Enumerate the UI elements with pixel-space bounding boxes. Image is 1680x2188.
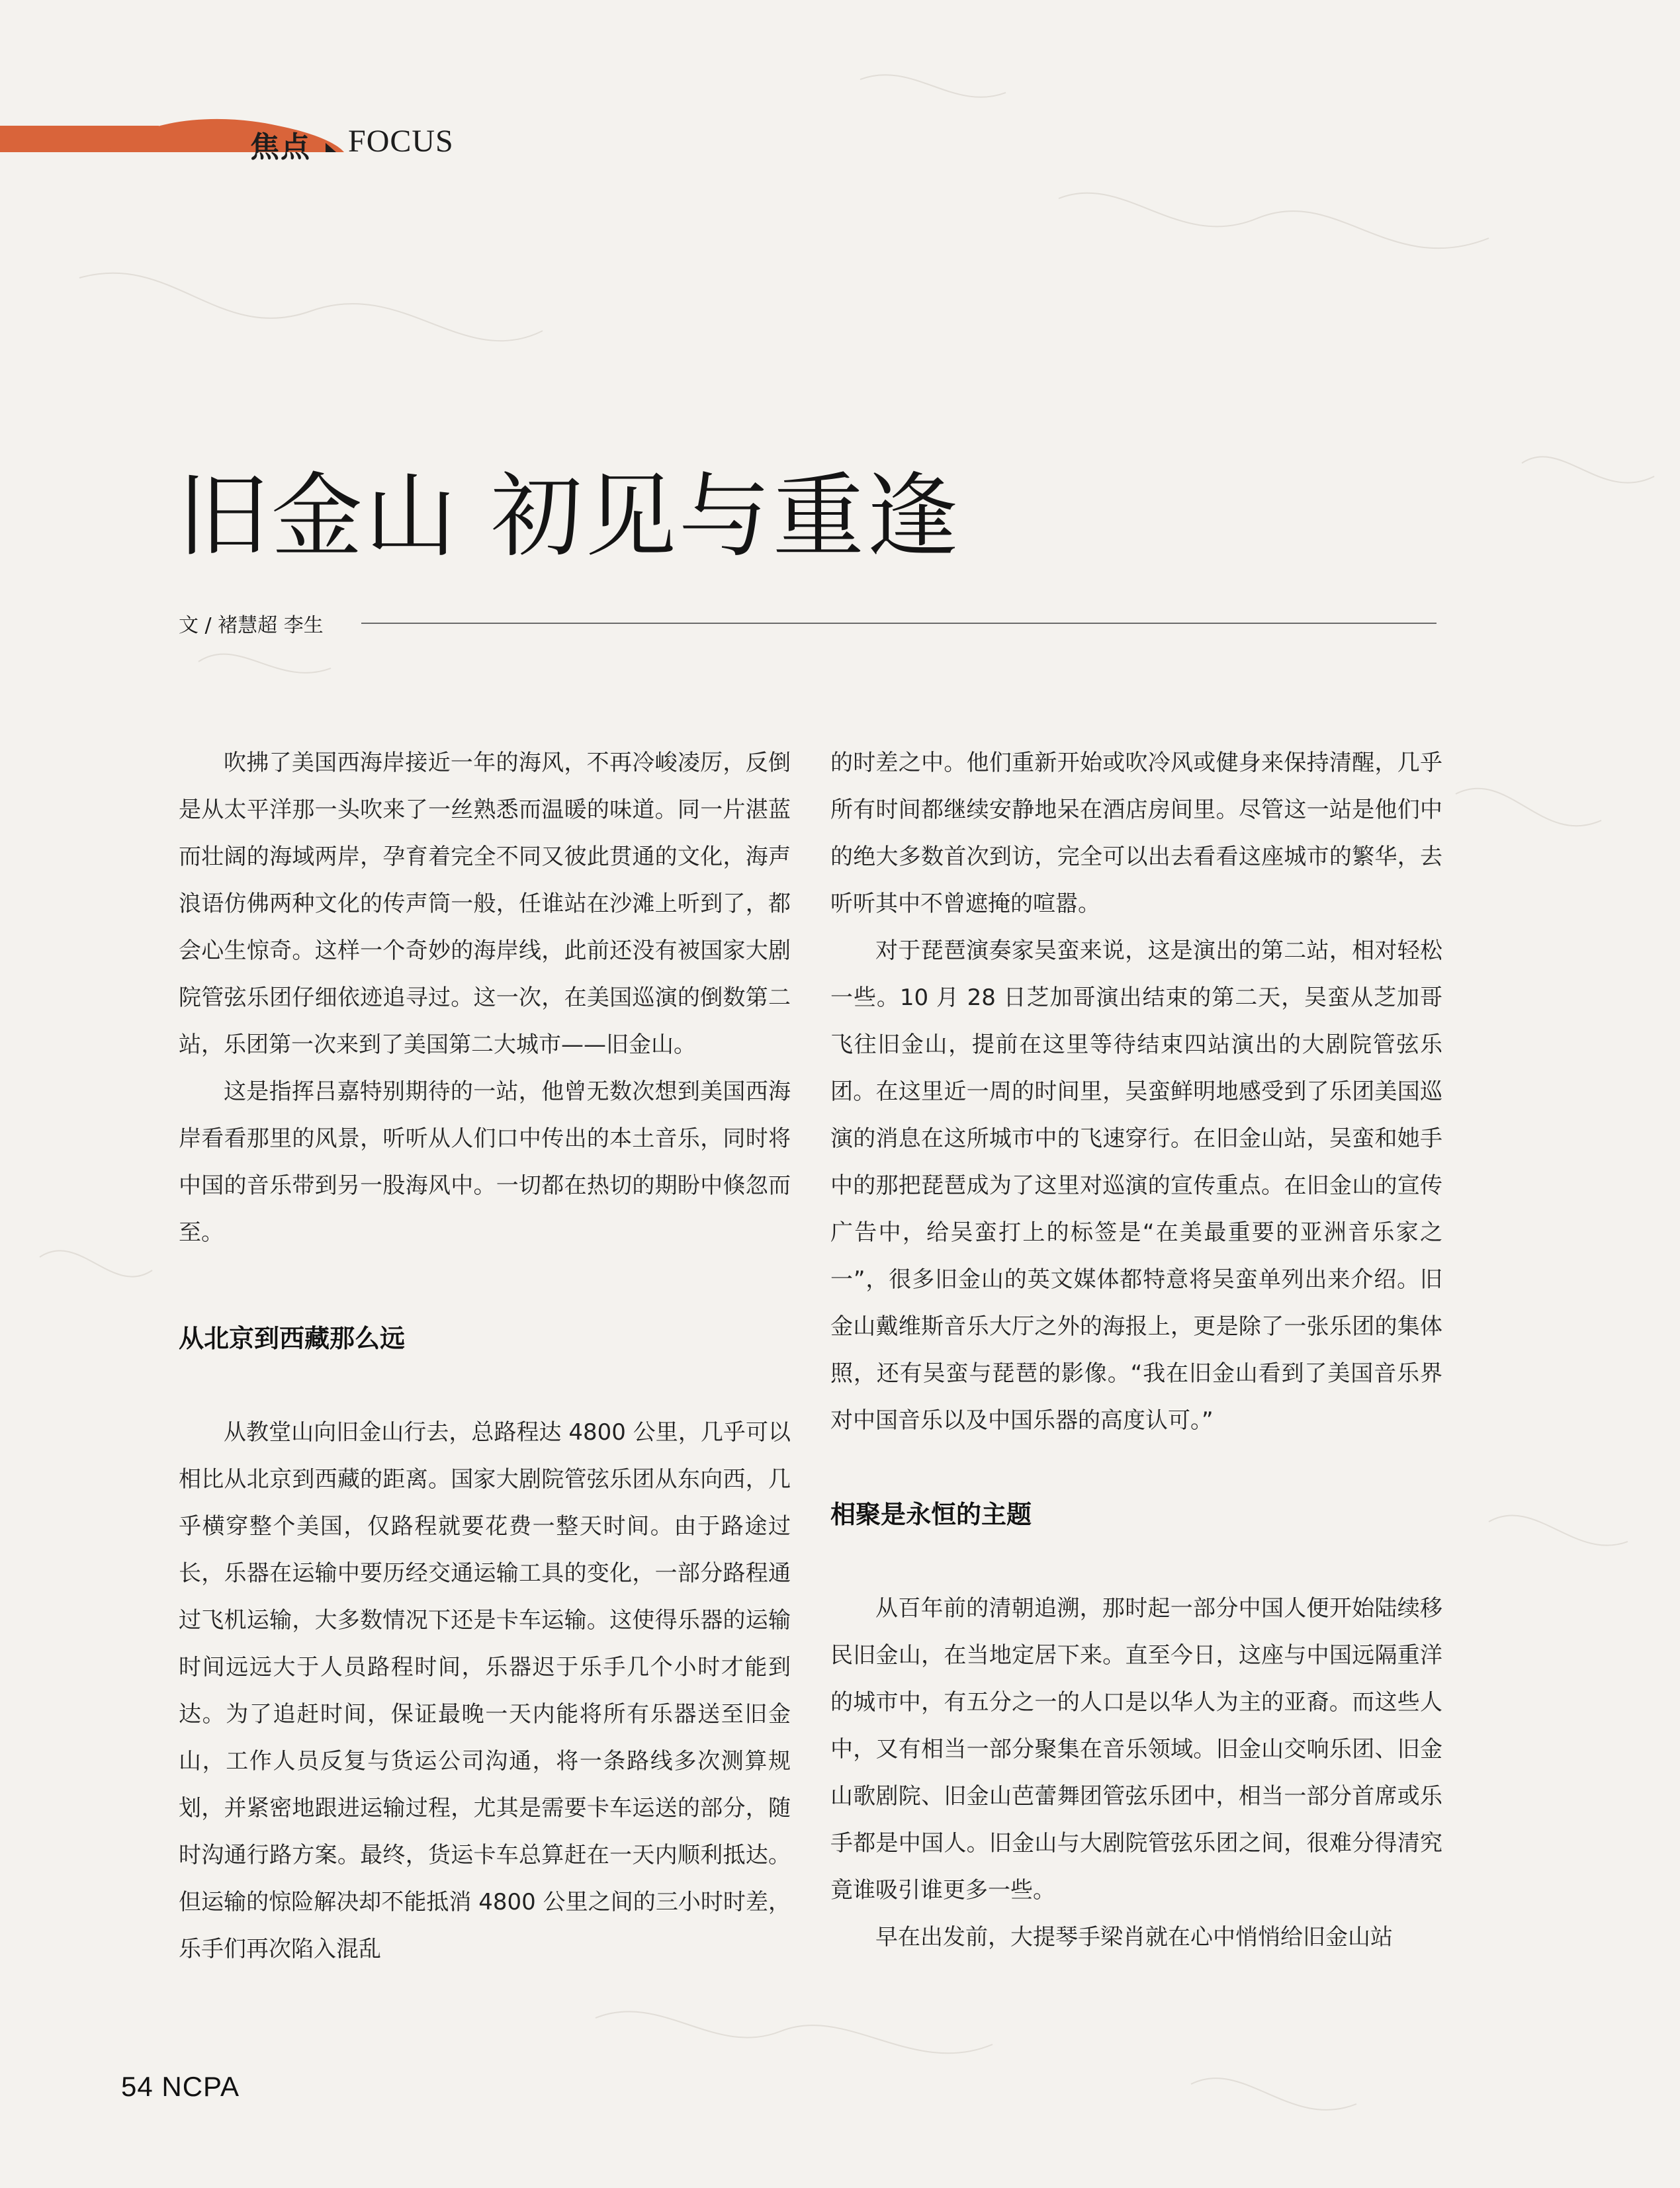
paragraph: 从教堂山向旧金山行去，总路程达 4800 公里，几乎可以相比从北京到西藏的距离。国家大剧院管弦乐团从东向西，几乎横穿整个美国，仅路程就要花费一整天时间。由于路途过长，乐器在运输中要历经交通运输工具的变化，一部分路程通过飞机运输，大多数情况下还是卡车运输。这使得乐器的运输时间远远大于人员路程时间，乐器迟于乐手几个小时才能到达。为了追赶时间，保证最晚一天内能将所有乐器送至旧金山，工作人员反复与货运公司沟通，将一条路线多次测算规划，并紧密地跟进运输过程，尤其是需要卡车运送的部分，随时沟通行路方案。最终，货运卡车总算赶在一天内顺利抵达。但运输的惊险解决却不能抵消 4800 公里之间的三小时时差，乐手们再次陷入混乱 (179, 1419, 791, 1962)
subheading: 相聚是永恒的主题 (830, 1500, 1032, 1529)
paragraph: 吹拂了美国西海岸接近一年的海风，不再冷峻凌厉，反倒是从太平洋那一头吹来了一丝熟悉而温暖的味道。同一片湛蓝而壮阔的海域两岸，孕育着完全不同又彼此贯通的文化，海声浪语仿佛两种文化的传声筒一般，任谁站在沙滩上听到了，都会心生惊奇。这样一个奇妙的海岸线，此前还没有被国家大剧院管弦乐团仔细依迹追寻过。这一次，在美国巡演的倒数第二站，乐团第一次来到了美国第二大城市——旧金山。 (179, 750, 791, 1058)
right-column (830, 740, 1442, 1961)
article-title: 旧金山 初见与重逢 (177, 463, 961, 570)
page-folio (121, 2071, 240, 2103)
page-number: 54 (121, 2071, 154, 2102)
paragraph-continued: 的时差之中。他们重新开始或吹冷风或健身来保持清醒，几乎所有时间都继续安静地呆在酒店房间里。尽管这一站是他们中的绝大多数首次到访，完全可以出去看看这座城市的繁华，去听听其中不曾遮掩的喧嚣。 (830, 750, 1442, 917)
paragraph: 从百年前的清朝追溯，那时起一部分中国人便开始陆续移民旧金山，在当地定居下来。直至今日，这座与中国远隔重洋的城市中，有五分之一的人口是以华人为主的亚裔。而这些人中，又有相当一部分聚集在音乐领域。旧金山交响乐团、旧金山歌剧院、旧金山芭蕾舞团管弦乐团中，相当一部分首席或乐手都是中国人。旧金山与大剧院管弦乐团之间，很难分得清究竟谁吸引谁更多一些。 (830, 1595, 1442, 1904)
paragraph: 早在出发前，大提琴手梁肖就在心中悄悄给旧金山站 (875, 1924, 1393, 1950)
left-column (179, 740, 791, 1973)
byline-rule (361, 623, 1437, 624)
magazine-name: NCPA (161, 2071, 240, 2102)
byline: 文 / 褚慧超 李生 (179, 614, 324, 637)
section-label: 焦点 (250, 130, 311, 164)
subheading: 从北京到西藏那么远 (179, 1324, 406, 1353)
paragraph: 对于琵琶演奏家吴蛮来说，这是演出的第二站，相对轻松一些。10 月 28 日芝加哥演出结束的第二天，吴蛮从芝加哥飞往旧金山，提前在这里等待结束四站演出的大剧院管弦乐团。在这里近一周的时间里，吴蛮鲜明地感受到了乐团美国巡演的消息在这所城市中的飞速穿行。在旧金山站，吴蛮和她手中的那把琵琶成为了这里对巡演的宣传重点。在旧金山的宣传广告中，给吴蛮打上的标签是“在美最重要的亚洲音乐家之一”，很多旧金山的英文媒体都特意将吴蛮单列出来介绍。旧金山戴维斯音乐大厅之外的海报上，更是除了一张乐团的集体照，还有吴蛮与琵琶的影像。“我在旧金山看到了美国音乐界对中国音乐以及中国乐器的高度认可。” (830, 938, 1442, 1434)
paragraph: 这是指挥吕嘉特别期待的一站，他曾无数次想到美国西海岸看看那里的风景，听听从人们口中传出的本土音乐，同时将中国的音乐带到另一股海风中。一切都在热切的期盼中倏忽而至。 (179, 1078, 791, 1246)
section-label-english: FOCUS (348, 124, 454, 159)
